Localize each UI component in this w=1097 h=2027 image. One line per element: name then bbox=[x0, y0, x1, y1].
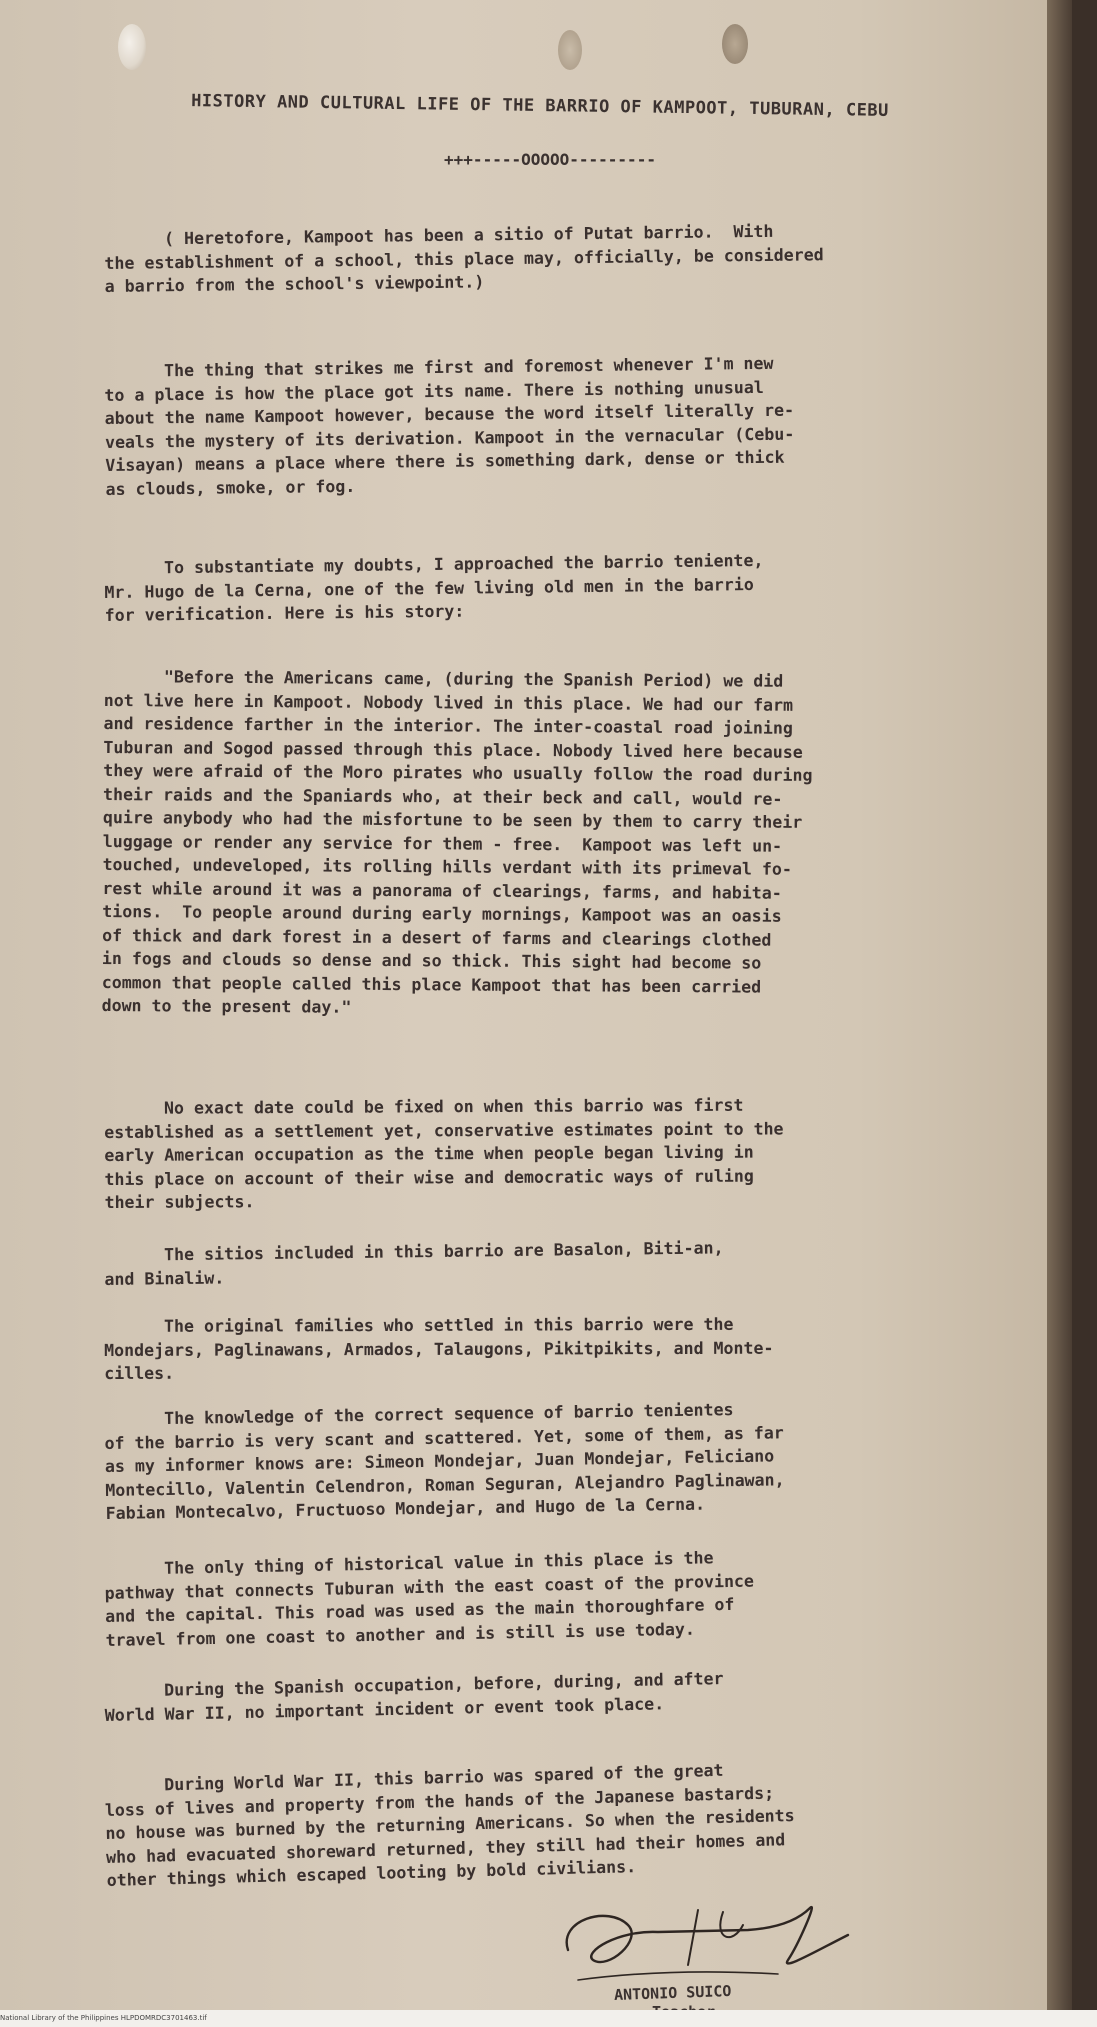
paragraph-preface: ( Heretofore, Kampoot has been a sitio of Putat barrio. With the establishment of a school, this place may, officially, be considered a barrio from the school's viewpoint.) bbox=[104, 221, 824, 296]
paragraph-historical-value: The only thing of historical value in this place is the pathway that connects Tuburan with the east coast of the province and the capital. This road was used as the main thoroughfare of travel from one coast to another and is still is use today. bbox=[104, 1548, 755, 1650]
paragraph-informant: To substantiate my doubts, I approached the barrio teniente, Mr. Hugo de la Cerna, one of the few living old men in the barrio for verification. Here is his story: bbox=[104, 550, 764, 625]
paragraph-story: "Before the Americans came, (during the Spanish Period) we did not live here in Kampoot. Nobody lived in this place. We had our farm and residence farther in the interior. The inter-coastal road joining Tuburan and Sogod passed through this place. Nobody lived here because they were afraid of the Moro pirates who usually follow the road during their raids and the Spaniards who, at their beck and call, would re- quire anybody who had the misfortune to be seen by them to carry their luggage or render any service for them - free. Kampoot was left un- touched, undeveloped, its rolling hills verdant with its primeval fo- rest while around it was a panorama of clearings, farms, and habita- tions. To people around during early mornings, Kampoot was an oasis of thick and dark forest in a desert of farms and clearings clothed in fogs and clouds so dense and so thick. This sight had become so common that people called this place Kampoot that has been carried down to the present day." bbox=[101, 666, 813, 1017]
paragraph-original-families: The original families who settled in this barrio were the Mondejars, Paglinawans, Armados, Talaugons, Pikitpikits, and Monte- cilles. bbox=[104, 1314, 774, 1383]
paragraph-spanish-occupation: During the Spanish occupation, before, during, and after World War II, no important incident or event took place. bbox=[104, 1669, 724, 1725]
title-divider: +++-----OOOOO--------- bbox=[444, 150, 656, 169]
archive-footer: National Library of the Philippines HLPDOMRDC3701463.tif bbox=[0, 2014, 207, 2022]
punch-hole bbox=[722, 24, 748, 64]
paragraph-world-war-ii: During World War II, this barrio was spared of the great loss of lives and property from the hands of the Japanese bastards; no house was burned by the returning Americans. So when the residents who had evacuated shoreward returned, they still had their homes and other things which escaped looting by bold civilians. bbox=[104, 1760, 795, 1890]
punch-hole bbox=[118, 24, 146, 70]
punch-hole bbox=[558, 30, 582, 70]
paragraph-settlement-date: No exact date could be fixed on when this barrio was first established as a settlement yet, conservative estimates point to the early American occupation as the time when people began living in this place on account of their wise and democratic ways of ruling their subjects. bbox=[104, 1095, 784, 1212]
document-title: HISTORY AND CULTURAL LIFE OF THE BARRIO OF KAMPOOT, TUBURAN, CEBU bbox=[191, 91, 889, 121]
paragraph-sitios: The sitios included in this barrio are Basalon, Biti-an, and Binaliw. bbox=[104, 1238, 724, 1289]
paragraph-tenientes: The knowledge of the correct sequence of barrio tenientes of the barrio is very scant and scattered. Yet, some of them, as far as my informer knows are: Simeon Mondejar, Juan Mondejar, Feliciano Montecillo, Valentin Celendron, Roman Seguran, Alejandro Paglinawan, Fabian Montecalvo, Fructuoso Mondejar, and Hugo de la Cerna. bbox=[104, 1400, 785, 1523]
binding-edge bbox=[1047, 0, 1072, 2010]
signatory-name: ANTONIO SUICO bbox=[613, 1981, 732, 2005]
paragraph-name-origin: The thing that strikes me first and foremost whenever I'm new to a place is how the place got its name. There is nothing unusual about the name Kampoot however, because the word itself literally re- veals the mystery of its derivation. Kampoot in the vernacular (Cebu- Visayan) means a place where there is something dark, dense or thick as clouds, smoke, or fog. bbox=[104, 353, 795, 499]
